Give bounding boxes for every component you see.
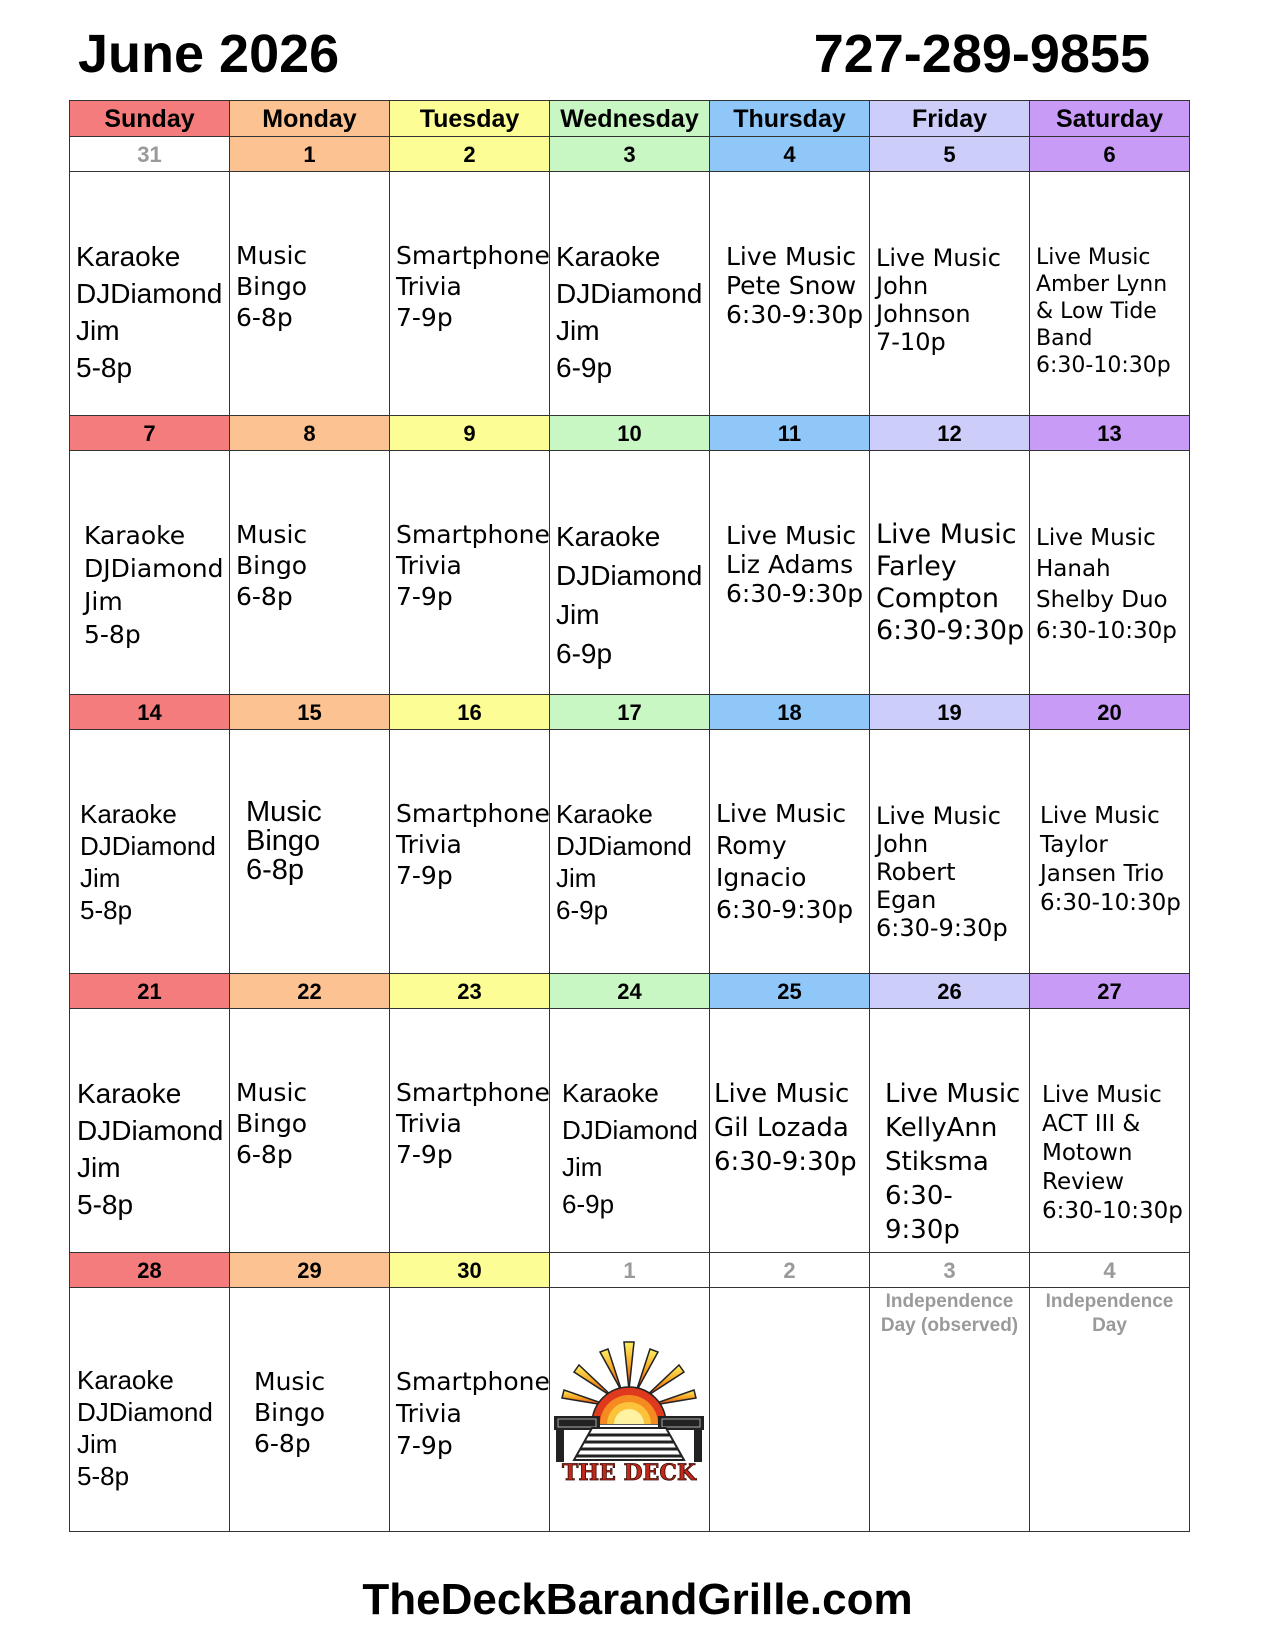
day-cell: [390, 451, 550, 695]
event-text: Smartphone Trivia 7-9p: [396, 1367, 550, 1460]
day-cell: [710, 451, 870, 695]
day-cell: [550, 730, 710, 974]
day-cell: [1030, 172, 1190, 416]
date-number: 15: [230, 695, 390, 730]
event-text: Live Music Gil Lozada 6:30-9:30p: [714, 1079, 857, 1177]
event-text: Smartphone Trivia 7-9p: [396, 799, 550, 890]
day-cell: [70, 730, 230, 974]
event-text: Karaoke DJDiamond Jim 6-9p: [562, 1078, 698, 1219]
date-number: 18: [710, 695, 870, 730]
date-number: 21: [70, 974, 230, 1009]
day-cell: [70, 1288, 230, 1532]
event-text: Karaoke DJDiamond Jim 5-8p: [80, 799, 216, 925]
date-number: 2: [710, 1253, 870, 1288]
logo-text: THE DECK: [561, 1460, 697, 1484]
weekday-sunday: Sunday: [70, 101, 230, 137]
event-text: Live Music Taylor Jansen Trio 6:30-10:30p: [1040, 803, 1181, 916]
phone-number: 727-289-9855: [813, 24, 1150, 84]
date-number: 10: [550, 416, 710, 451]
event-text: Music Bingo 6-8p: [236, 520, 308, 611]
event-text: Music Bingo 6-8p: [254, 1367, 326, 1458]
event-text: Karaoke DJDiamond Jim 5-8p: [76, 241, 223, 383]
holiday-label: Independence Day (observed): [880, 1291, 1019, 1336]
event-text: Live Music Hanah Shelby Duo 6:30-10:30p: [1036, 525, 1177, 644]
day-cell: [710, 730, 870, 974]
day-cell: [230, 451, 390, 695]
event-text: Music Bingo 6-8p: [246, 796, 322, 886]
date-number: 3: [550, 137, 710, 172]
date-number: 22: [230, 974, 390, 1009]
date-number: 6: [1030, 137, 1190, 172]
date-number: 19: [870, 695, 1030, 730]
event-text: Live Music ACT III & Motown Review 6:30-10:30p: [1042, 1082, 1183, 1224]
date-number: 4: [1030, 1253, 1190, 1288]
date-number: 9: [390, 416, 550, 451]
date-number: 5: [870, 137, 1030, 172]
date-number: 28: [70, 1253, 230, 1288]
day-cell: [230, 1009, 390, 1253]
day-cell: [70, 172, 230, 416]
day-cell: [390, 730, 550, 974]
event-text: Live Music Amber Lynn & Low Tide Band 6:30-10:30p: [1036, 245, 1171, 378]
event-text: Karaoke DJDiamond Jim 5-8p: [77, 1365, 213, 1491]
day-cell: [230, 730, 390, 974]
event-text: Karaoke DJDiamond Jim 6-9p: [556, 241, 703, 383]
date-number: 23: [390, 974, 550, 1009]
event-text: Karaoke DJDiamond Jim 5-8p: [84, 521, 224, 649]
day-cell: [870, 1009, 1030, 1253]
day-cell: [1030, 1288, 1190, 1532]
weekday-header-row: [70, 101, 1190, 137]
date-number: 1: [230, 137, 390, 172]
date-number: 25: [710, 974, 870, 1009]
week-3-date-row: [70, 695, 1190, 730]
website-url: TheDeckBarandGrille.com: [362, 1575, 913, 1624]
date-number: 1: [550, 1253, 710, 1288]
week-2-date-row: [70, 416, 1190, 451]
week-1-date-row: [70, 137, 1190, 172]
event-text: Live Music John Robert Egan 6:30-9:30p: [876, 802, 1008, 942]
day-cell: [870, 172, 1030, 416]
weekday-monday: Monday: [230, 101, 390, 137]
week-5-date-row: [70, 1253, 1190, 1288]
week-1-event-row: [70, 172, 1190, 416]
event-text: Smartphone Trivia 7-9p: [396, 241, 550, 332]
event-text: Live Music Liz Adams 6:30-9:30p: [726, 521, 864, 608]
weekday-wednesday: Wednesday: [550, 101, 710, 137]
day-cell: [70, 1009, 230, 1253]
day-cell: [710, 1288, 870, 1532]
event-text: Music Bingo 6-8p: [236, 241, 308, 332]
day-cell: [390, 1288, 550, 1532]
day-cell: [710, 172, 870, 416]
date-number: 29: [230, 1253, 390, 1288]
day-cell: [710, 1009, 870, 1253]
event-text: Karaoke DJDiamond Jim 6-9p: [556, 521, 703, 669]
date-number: 3: [870, 1253, 1030, 1288]
date-number: 4: [710, 137, 870, 172]
date-number: 2: [390, 137, 550, 172]
sun-arcs: [592, 1387, 666, 1424]
date-number: 27: [1030, 974, 1190, 1009]
event-text: Live Music Romy Ignacio 6:30-9:30p: [716, 799, 854, 924]
event-text: Karaoke DJDiamond Jim 5-8p: [77, 1078, 224, 1220]
day-cell: [550, 172, 710, 416]
date-number: 26: [870, 974, 1030, 1009]
event-text: Live Music Pete Snow 6:30-9:30p: [726, 242, 864, 329]
the-deck-logo: [552, 1332, 706, 1484]
weekday-saturday: Saturday: [1030, 101, 1190, 137]
calendar-grid: [69, 100, 1190, 1532]
event-text: Music Bingo 6-8p: [236, 1078, 308, 1169]
day-cell: [870, 730, 1030, 974]
date-number: 8: [230, 416, 390, 451]
day-cell: [230, 1288, 390, 1532]
weekday-thursday: Thursday: [710, 101, 870, 137]
day-cell: [550, 451, 710, 695]
day-cell: [230, 172, 390, 416]
day-cell: [1030, 1009, 1190, 1253]
day-cell: [550, 1009, 710, 1253]
day-cell: [390, 172, 550, 416]
date-number: 11: [710, 416, 870, 451]
day-cell: [550, 1288, 710, 1532]
event-text: Karaoke DJDiamond Jim 6-9p: [556, 799, 692, 925]
day-cell: [870, 1288, 1030, 1532]
week-3-event-row: [70, 730, 1190, 974]
date-number: 20: [1030, 695, 1190, 730]
day-cell: [870, 451, 1030, 695]
date-number: 7: [70, 416, 230, 451]
day-cell: [1030, 451, 1190, 695]
event-text: Live Music Farley Compton 6:30-9:30p: [876, 519, 1025, 646]
date-number: 12: [870, 416, 1030, 451]
event-text: Smartphone Trivia 7-9p: [396, 1078, 550, 1169]
day-cell: [1030, 730, 1190, 974]
date-number: 31: [70, 137, 230, 172]
weekday-tuesday: Tuesday: [390, 101, 550, 137]
date-number: 16: [390, 695, 550, 730]
date-number: 17: [550, 695, 710, 730]
weekday-friday: Friday: [870, 101, 1030, 137]
event-text: Smartphone Trivia 7-9p: [396, 520, 550, 611]
week-4-date-row: [70, 974, 1190, 1009]
week-4-event-row: [70, 1009, 1190, 1253]
holiday-label: Independence Day: [1045, 1291, 1174, 1336]
day-cell: [70, 451, 230, 695]
event-text: Live Music John Johnson 7-10p: [876, 244, 1001, 356]
page-title: June 2026: [78, 24, 340, 84]
date-number: 14: [70, 695, 230, 730]
day-cell: [390, 1009, 550, 1253]
event-text: Live Music KellyAnn Stiksma 6:30-9:30p: [885, 1079, 1021, 1245]
week-2-event-row: [70, 451, 1190, 695]
date-number: 30: [390, 1253, 550, 1288]
date-number: 24: [550, 974, 710, 1009]
date-number: 13: [1030, 416, 1190, 451]
week-5-event-row: [70, 1288, 1190, 1532]
